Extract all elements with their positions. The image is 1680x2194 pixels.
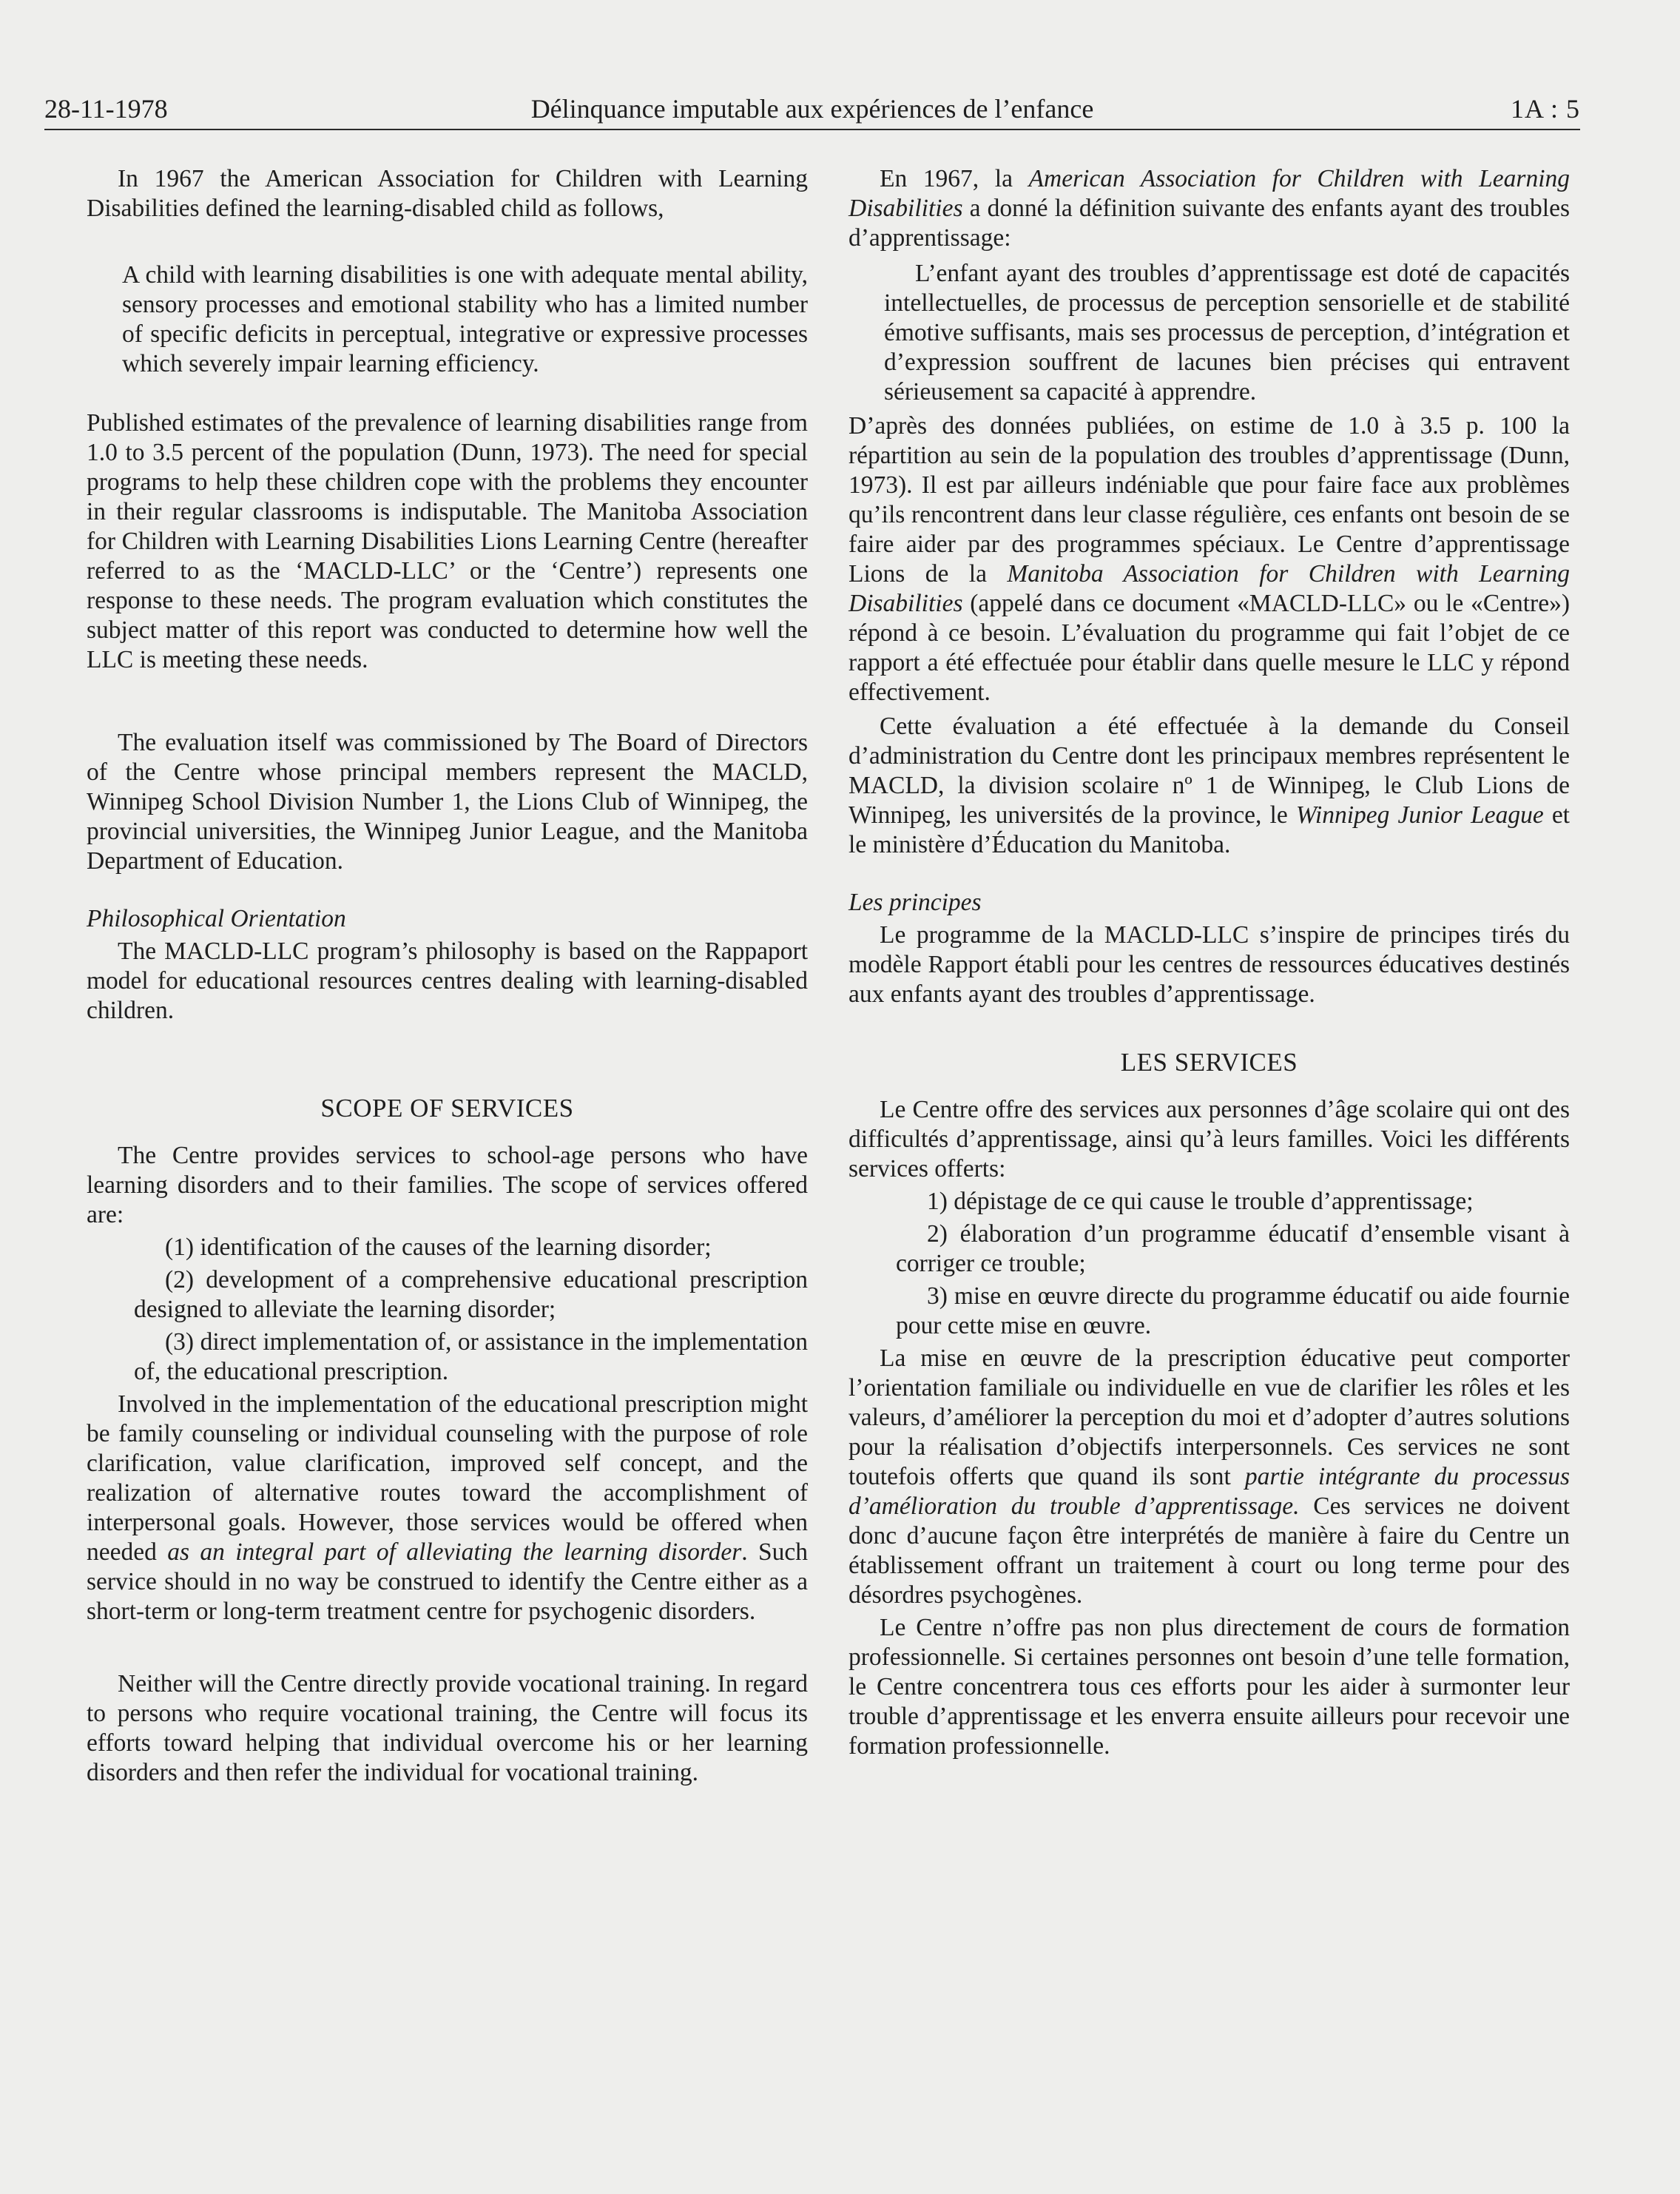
en-impl-emphasis: as an integral part of alleviating the learning disorder (167, 1538, 742, 1566)
fr-comm-text-a: Cette évaluation a été effectuée à la demande du Conseil d’administration du Centre dont les principaux membres représentent le MACLD, la division scolaire nº 1 de Winnipeg, le Club Lions de Winnipeg, les universités de la province, le (849, 713, 1570, 829)
en-quote-text: A child with learning disabilities is one with adequate mental ability, sensory processes and emotional stability who has a limited number of specific deficits in perceptual, integrative or expressive processes which severely impair learning efficiency. (122, 261, 808, 377)
fr-intro-emphasis: American Association for Children with Learning Disabilities (849, 165, 1570, 222)
fr-impl-emphasis: partie intégrante du processus d’amélioration du trouble d’apprentissage. (849, 1463, 1571, 1520)
en-impl-text-a: Involved in the implementation of the educational prescription might be family counseling or individual counseling with the purpose of role clarification, value clarification, improved self concept, and the realization of alternative routes toward the accomplishment of interpersonal goals. However, those services would be offered when needed (87, 1390, 808, 1566)
fr-comm-text-b: et le ministère d’Éducation du Manitoba. (849, 801, 1570, 858)
en-paragraph-vocational: Neither will the Centre directly provide vocational training. In regard to persons who require vocational training, the Centre will focus its efforts toward helping that individual overcome his or her learning disorders and then refer the individual for vocational training. (87, 1670, 808, 1786)
fr-paragraph-commission (849, 712, 1570, 860)
header-date: 28-11-1978 (44, 94, 168, 124)
en-heading-philosophy: Philosophical Orientation (87, 905, 346, 932)
fr-list-item-3: 3) mise en œuvre directe du programme éducatif ou aide fournie pour cette mise en œuvre. (896, 1282, 1570, 1339)
english-column (87, 164, 808, 1788)
en-paragraph-prevalence: Published estimates of the prevalence of learning disabilities range from 1.0 to 3.5 percent of the population (Dunn, 1973). The need for special programs to help these children cope with the problems they encounter in their regular classrooms is indisputable. The Manitoba Association for Children with Learning Disabilities Lions Learning Centre (hereafter referred to as the ‘MACLD-LLC’ or the ‘Centre’) represents one response to these needs. The program evaluation which constitutes the subject matter of this report was conducted to determine how well the LLC is meeting these needs. (87, 409, 808, 673)
fr-impl-text-a: La mise en œuvre de la prescription éducative peut comporter l’orientation familiale ou individuelle en vue de clarifier les rôles et les valeurs, d’améliorer la perception du moi et d’adopter d’autres solutions pour la réalisation d’objectifs interpersonnels. Ces services ne sont toutefois offerts que quand ils sont (849, 1345, 1570, 1490)
fr-prev-text-a: D’après des données publiées, on estime de 1.0 à 3.5 p. 100 la répartition au sein de la population des troubles d’apprentissage (Dunn, 1973). Il est par ailleurs indéniable que pour faire face aux problèmes qu’ils rencontrent dans leur classe régulière, ces enfants ont besoin de se faire aider par des programmes spéciaux. Le Centre d’apprentissage Lions de la (849, 412, 1570, 588)
fr-paragraph-services: Le Centre offre des services aux personnes d’âge scolaire qui ont des difficultés d’apprentissage, ainsi qu’à leurs familles. Voici les différents services offerts: (849, 1096, 1570, 1182)
en-heading-scope: SCOPE OF SERVICES (320, 1094, 574, 1123)
fr-comm-emphasis: Winnipeg Junior League (1295, 801, 1544, 829)
fr-intro-text-a: En 1967, la (880, 165, 1029, 192)
french-column (849, 164, 1570, 1761)
fr-intro-text-b: a donné la définition suivante des enfants ayant des troubles d’apprentissage: (849, 195, 1570, 252)
en-paragraph-intro: In 1967 the American Association for Children with Learning Disabilities defined the learning-disabled child as follows, (87, 165, 808, 222)
en-paragraph-commission: The evaluation itself was commissioned by The Board of Directors of the Centre whose principal members represent the MACLD, Winnipeg School Division Number 1, the Lions Club of Winnipeg, the provincial universities, the Winnipeg Junior League, and the Manitoba Department of Education. (87, 729, 808, 875)
fr-prev-text-b: (appelé dans ce document «MACLD-LLC» ou le «Centre») répond à ce besoin. L’évaluation du programme qui fait l’objet de ce rapport a été effectuée pour établir dans quelle mesure le LLC y répond effectivement. (849, 590, 1570, 706)
fr-paragraph-prevalence (849, 411, 1570, 707)
en-list-item-3: (3) direct implementation of, or assistance in the implementation of, the educational prescription. (134, 1328, 808, 1385)
fr-prev-emphasis: Manitoba Association for Children with Learning Disabilities (849, 560, 1570, 617)
header-page-number: 1A : 5 (1510, 94, 1580, 124)
en-paragraph-implementation (87, 1390, 808, 1626)
header-title: Délinquance imputable aux expériences de l’enfance (530, 94, 1094, 124)
en-paragraph-scope: The Centre provides services to school-age persons who have learning disorders and to their families. The scope of services offered are: (87, 1142, 808, 1228)
fr-paragraph-vocational: Le Centre n’offre pas non plus directement de cours de formation professionnelle. Si certaines personnes ont besoin d’une telle formation, le Centre concentrera tous ces efforts pour les aider à surmonter leur trouble d’apprentissage et les enverra ensuite ailleurs pour recevoir une formation professionnelle. (849, 1614, 1570, 1760)
running-header (44, 83, 1580, 130)
fr-paragraph-principles: Le programme de la MACLD-LLC s’inspire de principes tirés du modèle Rapport établi pour les centres de ressources éducatives destinés aux enfants ayant des troubles d’apprentissage. (849, 921, 1570, 1008)
en-paragraph-philosophy: The MACLD-LLC program’s philosophy is based on the Rappaport model for educational resources centres dealing with learning-disabled children. (87, 938, 808, 1024)
en-list-item-1: (1) identification of the causes of the learning disorder; (165, 1234, 712, 1261)
fr-paragraph-intro (849, 164, 1570, 253)
fr-heading-services: LES SERVICES (1120, 1048, 1298, 1077)
en-list-item-2: (2) development of a comprehensive educational prescription designed to alleviate the learning disorder; (134, 1266, 808, 1323)
fr-definition-quote (884, 259, 1570, 407)
fr-impl-text-b: Ces services ne doivent donc d’aucune façon être interprétés de manière à faire du Centre un établissement offrant un traitement à court ou long terme pour des désordres psychogènes. (849, 1493, 1571, 1609)
fr-list-item-2: 2) élaboration d’un programme éducatif d’ensemble visant à corriger ce trouble; (896, 1220, 1570, 1277)
fr-heading-principles: Les principes (849, 889, 982, 916)
fr-paragraph-implementation (849, 1344, 1570, 1610)
fr-quote-text: L’enfant ayant des troubles d’apprentissage est doté de capacités intellectuelles, de processus de perception sensorielle et de stabilité émotive suffisants, mais ses processus de perception, d’intégration et d’expression souffrent de lacunes bien précises qui entravent sérieusement sa capacité à apprendre. (884, 260, 1570, 406)
en-impl-text-b: . Such service should in no way be construed to identify the Centre either as a short-term or long-term treatment centre for psychogenic disorders. (87, 1538, 809, 1625)
fr-list-item-1: 1) dépistage de ce qui cause le trouble d’apprentissage; (927, 1188, 1474, 1215)
en-definition-quote (122, 260, 808, 379)
